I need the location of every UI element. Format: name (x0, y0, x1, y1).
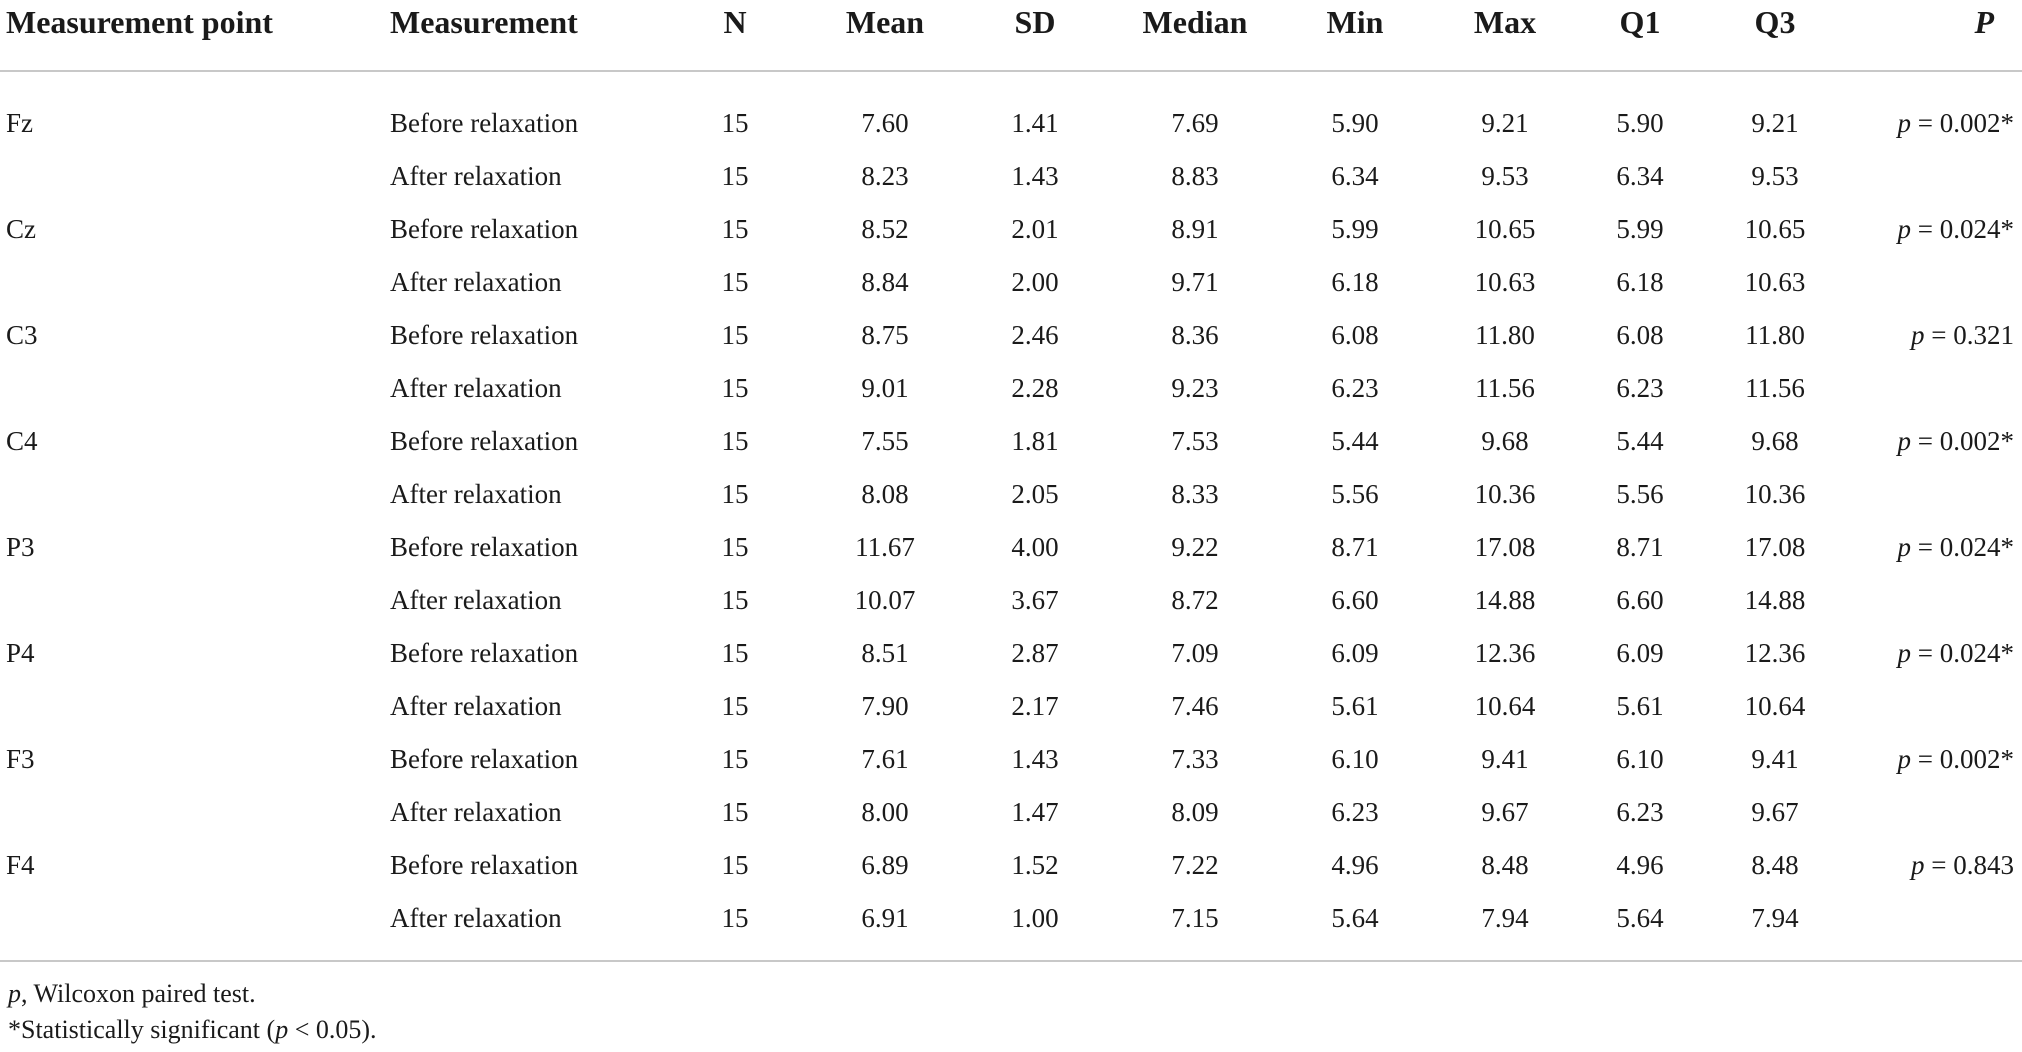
measurement-cell: After relaxation (390, 479, 562, 509)
footnote-p-symbol: p (8, 979, 21, 1008)
sd-cell: 4.00 (1011, 532, 1059, 562)
min-cell: 5.99 (1331, 214, 1379, 244)
header-sd: SD (1014, 4, 1056, 40)
table-row (0, 256, 2022, 309)
measurement-point-cell: F4 (6, 850, 35, 880)
footnote-significance-suffix: < 0.05). (288, 1015, 377, 1044)
p-value-text: = 0.321 (1924, 320, 2014, 350)
p-value-text: = 0.002* (1911, 426, 2014, 456)
table-row (0, 309, 2022, 362)
n-cell: 15 (721, 638, 749, 668)
mean-cell: 8.51 (861, 638, 909, 668)
table-body (0, 97, 2022, 945)
mean-cell: 8.84 (861, 267, 909, 297)
header-p: P (1974, 4, 1994, 40)
measurement-point-cell: P4 (6, 638, 35, 668)
table-row (0, 733, 2022, 786)
p-value-cell (1850, 309, 2022, 362)
q1-cell: 6.09 (1616, 638, 1664, 668)
measurement-cell: Before relaxation (390, 426, 579, 456)
table-row (0, 892, 2022, 945)
measurement-cell: Before relaxation (390, 320, 579, 350)
n-cell: 15 (721, 320, 749, 350)
measurement-cell: After relaxation (390, 267, 562, 297)
p-value-cell (1850, 256, 2022, 309)
table-row (0, 468, 2022, 521)
sd-cell: 1.47 (1011, 797, 1059, 827)
footer-rule (0, 960, 2022, 962)
q3-cell: 9.67 (1751, 797, 1799, 827)
mean-cell: 7.90 (861, 691, 909, 721)
min-cell: 6.09 (1331, 638, 1379, 668)
mean-cell: 8.52 (861, 214, 909, 244)
median-cell: 8.83 (1171, 161, 1219, 191)
table-row (0, 627, 2022, 680)
max-cell: 10.36 (1474, 479, 1536, 509)
q3-cell: 10.36 (1744, 479, 1806, 509)
median-cell: 8.09 (1171, 797, 1219, 827)
median-cell: 7.15 (1171, 903, 1219, 933)
sd-cell: 2.17 (1011, 691, 1059, 721)
max-cell: 7.94 (1481, 903, 1529, 933)
median-cell: 9.23 (1171, 373, 1219, 403)
p-value-text: = 0.024* (1911, 532, 2014, 562)
min-cell: 6.18 (1331, 267, 1379, 297)
p-value-cell (1850, 415, 2022, 468)
max-cell: 8.48 (1481, 850, 1529, 880)
q1-cell: 6.23 (1616, 373, 1664, 403)
q1-cell: 6.08 (1616, 320, 1664, 350)
q1-cell: 6.34 (1616, 161, 1664, 191)
measurement-point-cell: C3 (6, 320, 38, 350)
q1-cell: 4.96 (1616, 850, 1664, 880)
mean-cell: 7.60 (861, 108, 909, 138)
mean-cell: 10.07 (854, 585, 916, 615)
mean-cell: 6.91 (861, 903, 909, 933)
n-cell: 15 (721, 532, 749, 562)
min-cell: 6.60 (1331, 585, 1379, 615)
measurement-point-cell: P3 (6, 532, 35, 562)
mean-cell: 8.08 (861, 479, 909, 509)
max-cell: 17.08 (1474, 532, 1536, 562)
table-row (0, 415, 2022, 468)
table-row (0, 203, 2022, 256)
sd-cell: 1.41 (1011, 108, 1059, 138)
q3-cell: 12.36 (1744, 638, 1806, 668)
q3-cell: 7.94 (1751, 903, 1799, 933)
table-row (0, 786, 2022, 839)
p-value-cell (1850, 203, 2022, 256)
p-value-symbol: p (1911, 850, 1925, 880)
p-value-cell (1850, 150, 2022, 203)
measurement-point-cell (0, 150, 390, 203)
p-value-cell (1850, 521, 2022, 574)
n-cell: 15 (721, 691, 749, 721)
median-cell: 7.69 (1171, 108, 1219, 138)
q3-cell: 11.80 (1745, 320, 1805, 350)
footnote-test-text: , Wilcoxon paired test. (21, 979, 256, 1008)
q3-cell: 9.53 (1751, 161, 1799, 191)
median-cell: 7.33 (1171, 744, 1219, 774)
mean-cell: 6.89 (861, 850, 909, 880)
min-cell: 5.61 (1331, 691, 1379, 721)
p-value-symbol: p (1897, 214, 1912, 244)
p-value-cell (1850, 362, 2022, 415)
max-cell: 12.36 (1474, 638, 1536, 668)
header-mean: Mean (845, 4, 925, 40)
sd-cell: 1.52 (1011, 850, 1059, 880)
p-value-cell (1850, 839, 2022, 892)
q3-cell: 9.68 (1751, 426, 1799, 456)
p-value-text: = 0.024* (1911, 638, 2014, 668)
q3-cell: 8.48 (1751, 850, 1799, 880)
n-cell: 15 (721, 426, 749, 456)
measurement-cell: After relaxation (390, 373, 562, 403)
measurement-point-cell (0, 468, 390, 521)
q3-cell: 10.65 (1744, 214, 1806, 244)
table-row (0, 521, 2022, 574)
p-value-cell (1850, 97, 2022, 150)
table-header (0, 0, 2022, 97)
p-value-cell (1850, 574, 2022, 627)
sd-cell: 2.05 (1011, 479, 1059, 509)
median-cell: 7.53 (1171, 426, 1219, 456)
measurement-cell: Before relaxation (390, 108, 579, 138)
q1-cell: 8.71 (1616, 532, 1664, 562)
measurement-point-cell: Fz (6, 108, 33, 138)
median-cell: 8.91 (1171, 214, 1219, 244)
median-cell: 8.33 (1171, 479, 1219, 509)
table-row (0, 839, 2022, 892)
sd-cell: 2.28 (1011, 373, 1059, 403)
median-cell: 7.46 (1171, 691, 1219, 721)
q1-cell: 5.61 (1616, 691, 1664, 721)
min-cell: 8.71 (1331, 532, 1379, 562)
min-cell: 6.34 (1331, 161, 1379, 191)
measurement-point-cell: Cz (6, 214, 36, 244)
q3-cell: 14.88 (1744, 585, 1806, 615)
p-value-symbol: p (1911, 320, 1925, 350)
max-cell: 9.68 (1481, 426, 1529, 456)
footnote-test (8, 976, 377, 1012)
header-row (0, 0, 2022, 71)
median-cell: 8.72 (1171, 585, 1219, 615)
q3-cell: 9.21 (1751, 108, 1799, 138)
p-value-cell (1850, 786, 2022, 839)
mean-cell: 9.01 (861, 373, 909, 403)
max-cell: 14.88 (1474, 585, 1536, 615)
n-cell: 15 (721, 267, 749, 297)
max-cell: 11.56 (1475, 373, 1535, 403)
footnote-significance-p: p (275, 1015, 289, 1044)
n-cell: 15 (721, 903, 749, 933)
measurement-cell: Before relaxation (390, 850, 579, 880)
q1-cell: 6.18 (1616, 267, 1664, 297)
max-cell: 9.41 (1481, 744, 1529, 774)
measurement-cell: After relaxation (390, 585, 562, 615)
n-cell: 15 (721, 850, 749, 880)
measurement-point-cell (0, 256, 390, 309)
sd-cell: 1.81 (1011, 426, 1059, 456)
measurement-cell: Before relaxation (390, 638, 579, 668)
min-cell: 5.56 (1331, 479, 1379, 509)
median-cell: 9.22 (1171, 532, 1219, 562)
table-row (0, 362, 2022, 415)
min-cell: 6.08 (1331, 320, 1379, 350)
sd-cell: 2.46 (1011, 320, 1059, 350)
n-cell: 15 (721, 161, 749, 191)
header-max: Max (1473, 4, 1537, 40)
header-measurement: Measurement (390, 4, 578, 40)
table-row (0, 574, 2022, 627)
sd-cell: 2.01 (1011, 214, 1059, 244)
min-cell: 6.23 (1331, 373, 1379, 403)
sd-cell: 1.43 (1011, 744, 1059, 774)
median-cell: 9.71 (1171, 267, 1219, 297)
mean-cell: 11.67 (855, 532, 915, 562)
measurement-point-cell (0, 680, 390, 733)
footnote-significance (8, 1012, 377, 1048)
q3-cell: 17.08 (1744, 532, 1806, 562)
header-q3: Q3 (1754, 4, 1796, 40)
median-cell: 7.22 (1171, 850, 1219, 880)
table-footnotes (8, 976, 377, 1048)
min-cell: 5.64 (1331, 903, 1379, 933)
table-row (0, 97, 2022, 150)
header-min: Min (1326, 4, 1384, 40)
min-cell: 6.23 (1331, 797, 1379, 827)
p-value-cell (1850, 733, 2022, 786)
n-cell: 15 (721, 585, 749, 615)
header-n: N (723, 4, 747, 40)
median-cell: 7.09 (1171, 638, 1219, 668)
p-value-cell (1850, 468, 2022, 521)
measurement-cell: After relaxation (390, 903, 562, 933)
p-value-symbol: p (1897, 426, 1912, 456)
measurement-cell: Before relaxation (390, 532, 579, 562)
n-cell: 15 (721, 744, 749, 774)
n-cell: 15 (721, 479, 749, 509)
mean-cell: 8.00 (861, 797, 909, 827)
p-value-text: = 0.843 (1924, 850, 2014, 880)
p-value-text: = 0.002* (1911, 744, 2014, 774)
min-cell: 4.96 (1331, 850, 1379, 880)
header-q1: Q1 (1619, 4, 1661, 40)
n-cell: 15 (721, 108, 749, 138)
max-cell: 9.53 (1481, 161, 1529, 191)
min-cell: 6.10 (1331, 744, 1379, 774)
mean-cell: 8.23 (861, 161, 909, 191)
measurement-point-cell (0, 892, 390, 945)
sd-cell: 2.00 (1011, 267, 1059, 297)
table-row (0, 150, 2022, 203)
p-value-symbol: p (1897, 744, 1912, 774)
q1-cell: 5.56 (1616, 479, 1664, 509)
p-value-text: = 0.002* (1911, 108, 2014, 138)
q3-cell: 10.63 (1744, 267, 1806, 297)
q1-cell: 5.90 (1616, 108, 1664, 138)
n-cell: 15 (721, 797, 749, 827)
sd-cell: 1.00 (1011, 903, 1059, 933)
table-row (0, 680, 2022, 733)
q1-cell: 5.64 (1616, 903, 1664, 933)
measurement-cell: After relaxation (390, 691, 562, 721)
p-value-cell (1850, 680, 2022, 733)
measurement-point-cell (0, 362, 390, 415)
n-cell: 15 (721, 373, 749, 403)
mean-cell: 7.55 (861, 426, 909, 456)
q3-cell: 9.41 (1751, 744, 1799, 774)
q1-cell: 5.99 (1616, 214, 1664, 244)
max-cell: 9.67 (1481, 797, 1529, 827)
q1-cell: 5.44 (1616, 426, 1664, 456)
measurement-cell: Before relaxation (390, 214, 579, 244)
mean-cell: 8.75 (861, 320, 909, 350)
p-value-text: = 0.024* (1911, 214, 2014, 244)
min-cell: 5.90 (1331, 108, 1379, 138)
max-cell: 10.65 (1474, 214, 1536, 244)
measurement-cell: After relaxation (390, 161, 562, 191)
q1-cell: 6.60 (1616, 585, 1664, 615)
max-cell: 9.21 (1481, 108, 1529, 138)
footnote-significance-prefix: *Statistically significant ( (8, 1015, 276, 1044)
p-value-cell (1850, 892, 2022, 945)
q3-cell: 11.56 (1745, 373, 1805, 403)
measurement-point-cell: C4 (6, 426, 38, 456)
p-value-symbol: p (1897, 638, 1912, 668)
max-cell: 10.64 (1474, 691, 1536, 721)
sd-cell: 1.43 (1011, 161, 1059, 191)
max-cell: 11.80 (1475, 320, 1535, 350)
median-cell: 8.36 (1171, 320, 1219, 350)
p-value-cell (1850, 627, 2022, 680)
q1-cell: 6.23 (1616, 797, 1664, 827)
mean-cell: 7.61 (861, 744, 909, 774)
measurement-point-cell (0, 574, 390, 627)
sd-cell: 2.87 (1011, 638, 1059, 668)
measurement-cell: Before relaxation (390, 744, 579, 774)
min-cell: 5.44 (1331, 426, 1379, 456)
q3-cell: 10.64 (1744, 691, 1806, 721)
measurement-cell: After relaxation (390, 797, 562, 827)
max-cell: 10.63 (1474, 267, 1536, 297)
q1-cell: 6.10 (1616, 744, 1664, 774)
measurement-point-cell (0, 786, 390, 839)
p-value-symbol: p (1897, 108, 1912, 138)
header-measurement-point: Measurement point (6, 4, 273, 40)
n-cell: 15 (721, 214, 749, 244)
header-median: Median (1142, 4, 1248, 40)
measurement-point-cell: F3 (6, 744, 35, 774)
p-value-symbol: p (1897, 532, 1912, 562)
sd-cell: 3.67 (1011, 585, 1059, 615)
